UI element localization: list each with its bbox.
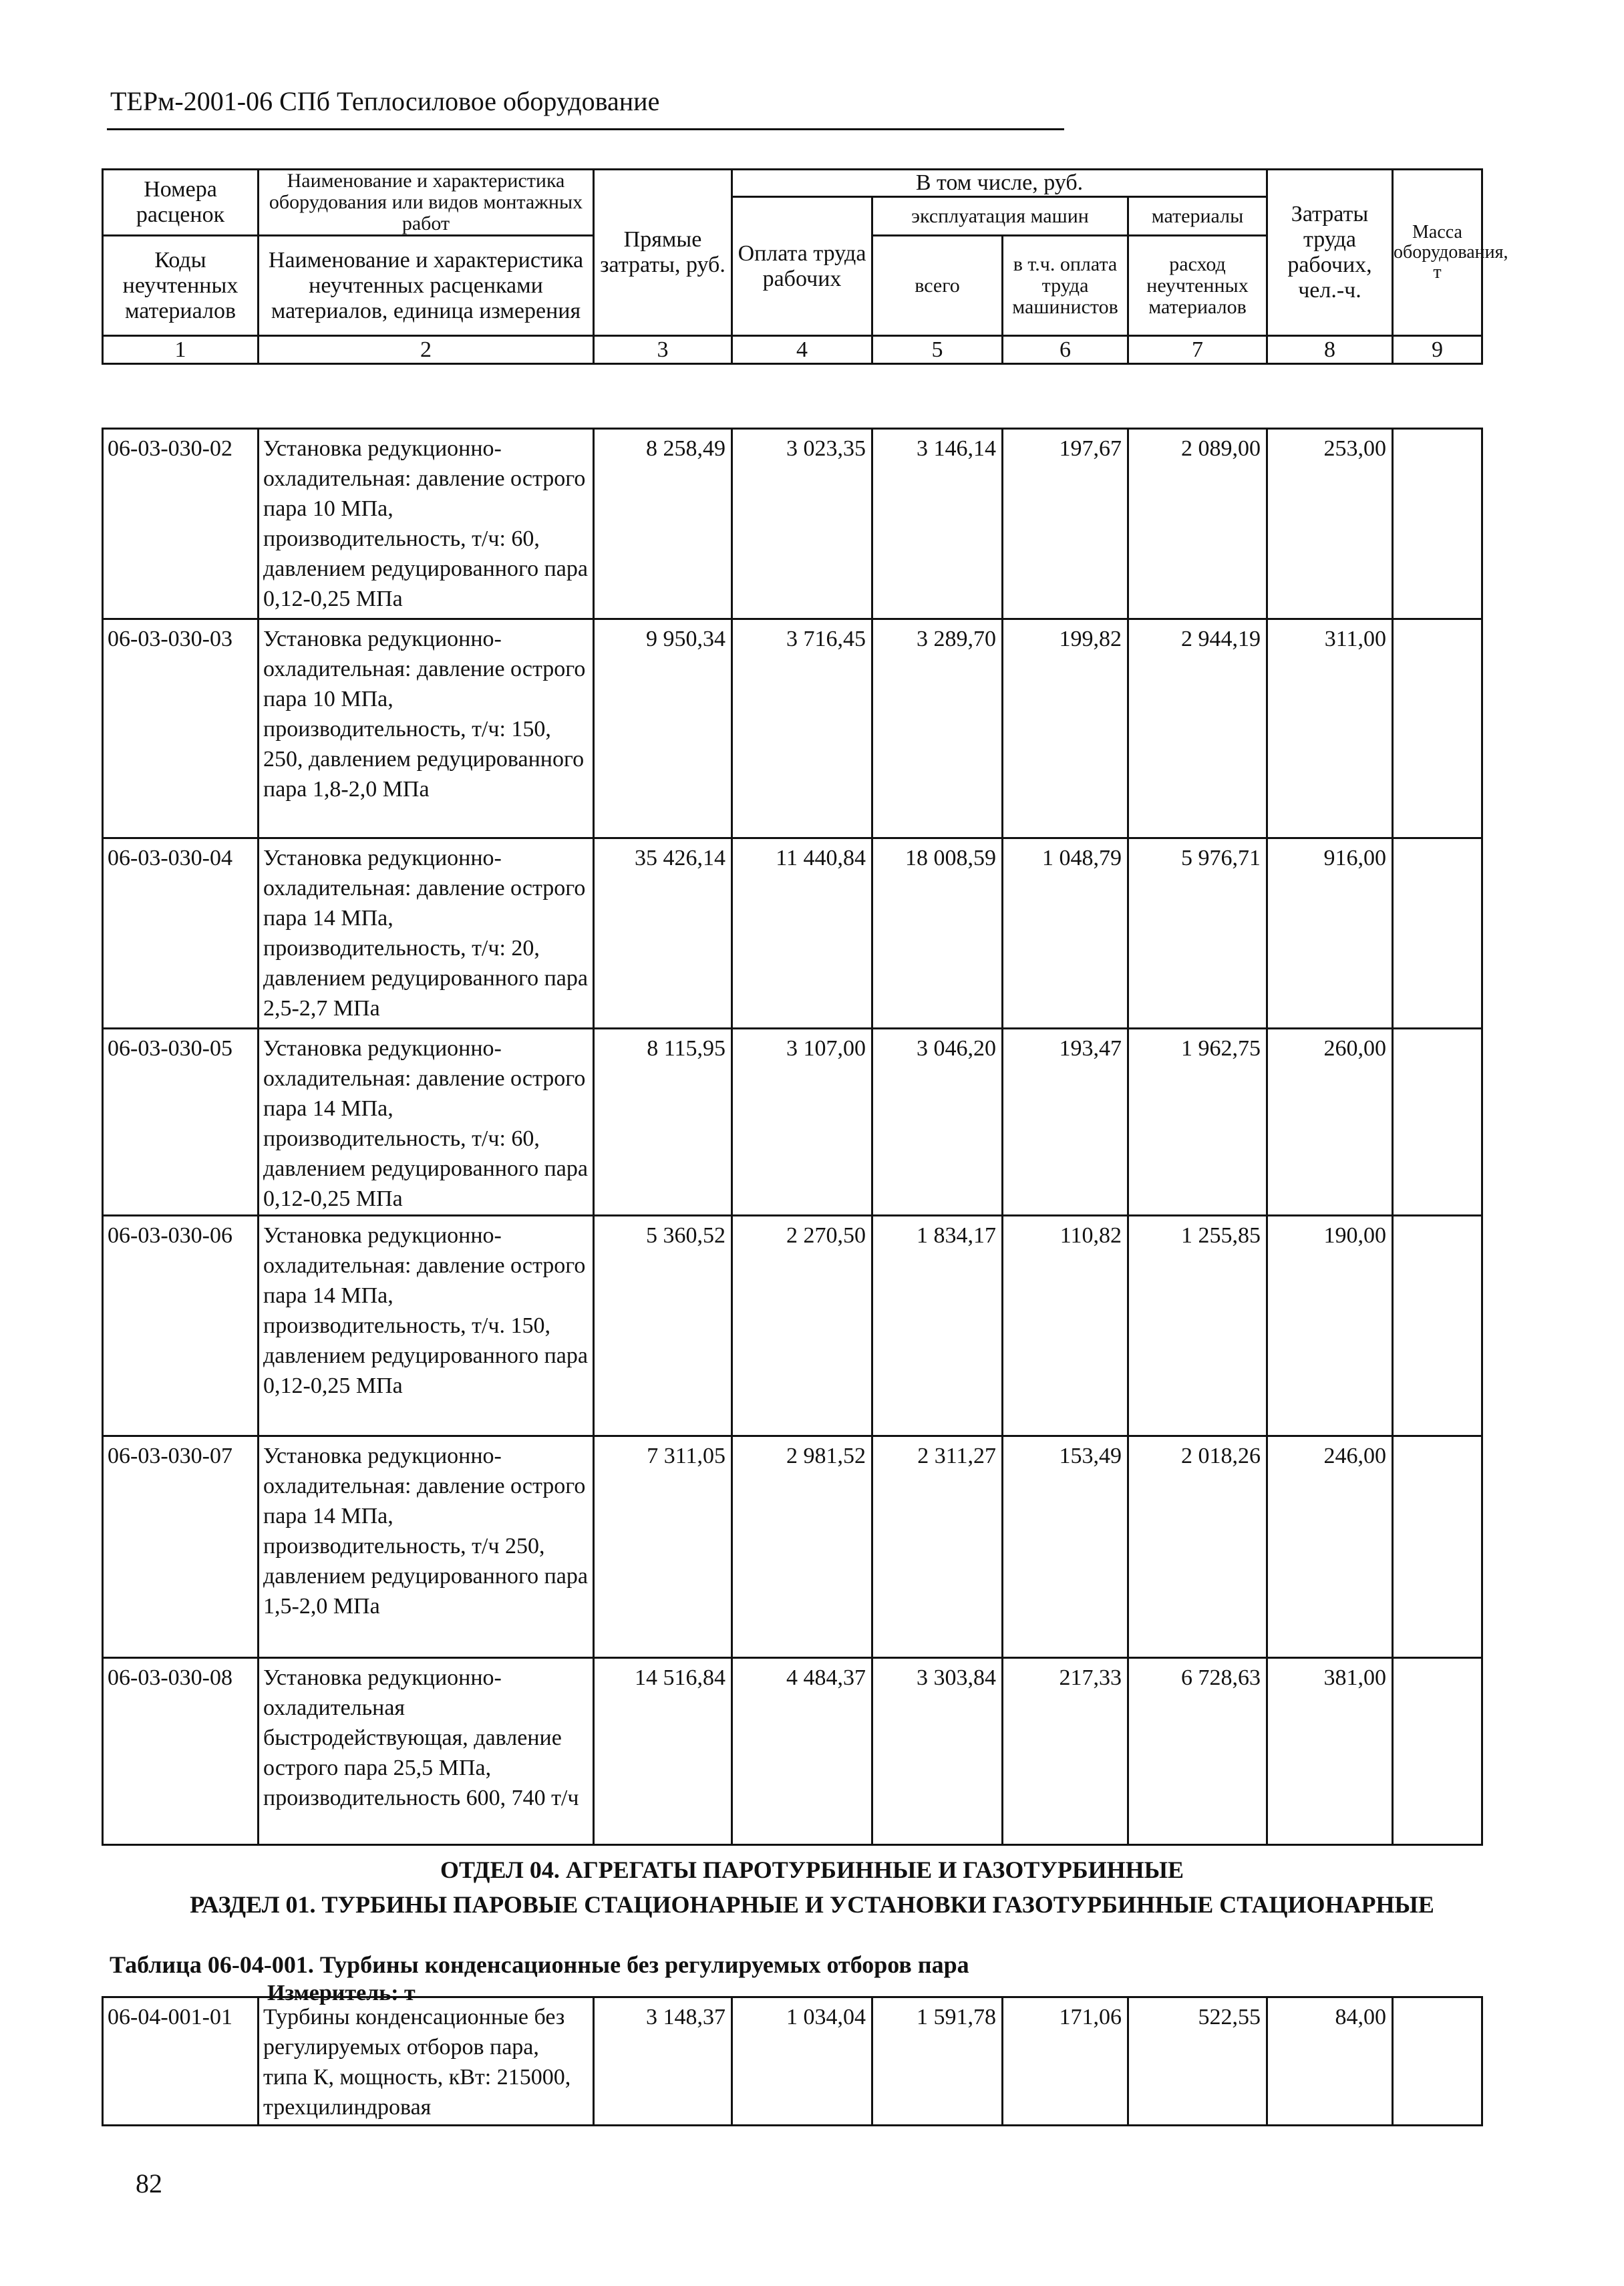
machines-total: 3 289,70 xyxy=(872,619,1003,838)
table-row xyxy=(103,429,1482,619)
worker-pay: 1 034,04 xyxy=(732,1997,872,2126)
machinists-pay: 110,82 xyxy=(1003,1216,1128,1436)
rates-table xyxy=(102,428,1483,1846)
worker-pay: 11 440,84 xyxy=(732,838,872,1029)
machinists-pay: 171,06 xyxy=(1003,1997,1128,2126)
header-unaccounted-materials: Наименование и характеристика неучтенных расценками материалов, единица измерения xyxy=(259,236,594,336)
table-row xyxy=(103,1436,1482,1658)
header-col-number: 6 xyxy=(1003,336,1128,364)
worker-pay: 3 716,45 xyxy=(732,619,872,838)
header-col-number: 4 xyxy=(732,336,872,364)
worker-pay: 3 107,00 xyxy=(732,1029,872,1216)
header-col-number: 9 xyxy=(1393,336,1482,364)
rate-description: Установка редукционно-охладительная: давление острого пара 14 МПа, производительность, т/ч: 20, давлением редуцированного пара 2,5-2,7 МПа xyxy=(259,838,594,1029)
direct-costs: 14 516,84 xyxy=(594,1658,732,1845)
section-title: РАЗДЕЛ 01. ТУРБИНЫ ПАРОВЫЕ СТАЦИОНАРНЫЕ И УСТАНОВКИ ГАЗОТУРБИННЫЕ СТАЦИОНАРНЫЕ xyxy=(190,1891,1434,1918)
header-machines-total: всего xyxy=(872,236,1003,336)
labor-hours: 381,00 xyxy=(1267,1658,1393,1845)
header-including: В том числе, руб. xyxy=(732,170,1267,197)
worker-pay: 2 270,50 xyxy=(732,1216,872,1436)
section2-table xyxy=(102,1996,1483,2126)
materials-cost: 6 728,63 xyxy=(1128,1658,1267,1845)
equipment-mass xyxy=(1393,429,1482,619)
header-rate-numbers: Номера расценок xyxy=(103,170,259,236)
header-equipment-mass: Масса оборудования, т xyxy=(1393,170,1482,336)
labor-hours: 253,00 xyxy=(1267,429,1393,619)
rate-description: Установка редукционно-охладительная быстродействующая, давление острого пара 25,5 МПа, производительность 600, 740 т/ч xyxy=(259,1658,594,1845)
header-machine-operation: эксплуатация машин xyxy=(872,197,1128,236)
rate-description: Установка редукционно-охладительная: давление острого пара 14 МПа, производительность, т/ч 250, давлением редуцированного пара 1,5-2,0 МПа xyxy=(259,1436,594,1658)
rate-code: 06-03-030-06 xyxy=(103,1216,259,1436)
header-rule xyxy=(107,128,1064,130)
header-work-name: Наименование и характеристика оборудования или видов монтажных работ xyxy=(259,170,594,236)
table-row xyxy=(103,1997,1482,2126)
equipment-mass xyxy=(1393,1436,1482,1658)
rate-code: 06-03-030-03 xyxy=(103,619,259,838)
materials-cost: 2 944,19 xyxy=(1128,619,1267,838)
materials-cost: 1 962,75 xyxy=(1128,1029,1267,1216)
materials-cost: 2 089,00 xyxy=(1128,429,1267,619)
rate-code: 06-03-030-04 xyxy=(103,838,259,1029)
machines-total: 3 303,84 xyxy=(872,1658,1003,1845)
labor-hours: 260,00 xyxy=(1267,1029,1393,1216)
direct-costs: 3 148,37 xyxy=(594,1997,732,2126)
table-row xyxy=(103,1216,1482,1436)
rate-code: 06-03-030-05 xyxy=(103,1029,259,1216)
equipment-mass xyxy=(1393,619,1482,838)
rate-description: Установка редукционно-охладительная: давление острого пара 14 МПа, производительность, т/ч. 150, давлением редуцированного пара 0,12-0,25 МПа xyxy=(259,1216,594,1436)
direct-costs: 5 360,52 xyxy=(594,1216,732,1436)
labor-hours: 916,00 xyxy=(1267,838,1393,1029)
labor-hours: 190,00 xyxy=(1267,1216,1393,1436)
header-worker-pay: Оплата труда рабочих xyxy=(732,197,872,336)
direct-costs: 8 258,49 xyxy=(594,429,732,619)
header-unaccounted-consumption: расход неучтенных материалов xyxy=(1128,236,1267,336)
header-machinists-pay: в т.ч. оплата труда машинистов xyxy=(1003,236,1128,336)
header-col-number: 5 xyxy=(872,336,1003,364)
machines-total: 3 146,14 xyxy=(872,429,1003,619)
header-direct-costs: Прямые затраты, руб. xyxy=(594,170,732,336)
table-header xyxy=(102,168,1508,365)
materials-cost: 5 976,71 xyxy=(1128,838,1267,1029)
header-col-number: 8 xyxy=(1267,336,1393,364)
table-row xyxy=(103,838,1482,1029)
page-header-title: ТЕРм-2001-06 СПб Теплосиловое оборудование xyxy=(110,86,660,116)
machinists-pay: 1 048,79 xyxy=(1003,838,1128,1029)
materials-cost: 2 018,26 xyxy=(1128,1436,1267,1658)
direct-costs: 8 115,95 xyxy=(594,1029,732,1216)
rate-code: 06-03-030-07 xyxy=(103,1436,259,1658)
labor-hours: 311,00 xyxy=(1267,619,1393,838)
rate-code: 06-04-001-01 xyxy=(103,1997,259,2126)
header-col-number: 3 xyxy=(594,336,732,364)
table-row xyxy=(103,619,1482,838)
table-row xyxy=(103,1658,1482,1845)
equipment-mass xyxy=(1393,838,1482,1029)
machinists-pay: 199,82 xyxy=(1003,619,1128,838)
unit-of-measure: Измеритель: т xyxy=(267,1981,416,2005)
rate-code: 06-03-030-02 xyxy=(103,429,259,619)
equipment-mass xyxy=(1393,1997,1482,2126)
labor-hours: 84,00 xyxy=(1267,1997,1393,2126)
materials-cost: 1 255,85 xyxy=(1128,1216,1267,1436)
direct-costs: 7 311,05 xyxy=(594,1436,732,1658)
machines-total: 2 311,27 xyxy=(872,1436,1003,1658)
rate-description: Установка редукционно-охладительная: давление острого пара 10 МПа, производительность, т/ч: 150, 250, давлением редуцированного пара 1,8-2,0 МПа xyxy=(259,619,594,838)
machinists-pay: 193,47 xyxy=(1003,1029,1128,1216)
header-col-number: 1 xyxy=(103,336,259,364)
rate-description: Установка редукционно-охладительная: давление острого пара 10 МПа, производительность, т/ч: 60, давлением редуцированного пара 0,12-0,25 МПа xyxy=(259,429,594,619)
machinists-pay: 217,33 xyxy=(1003,1658,1128,1845)
table-title: Таблица 06-04-001. Турбины конденсационные без регулируемых отборов пара xyxy=(110,1951,969,1978)
worker-pay: 2 981,52 xyxy=(732,1436,872,1658)
machinists-pay: 153,49 xyxy=(1003,1436,1128,1658)
direct-costs: 35 426,14 xyxy=(594,838,732,1029)
machines-total: 3 046,20 xyxy=(872,1029,1003,1216)
table-row xyxy=(103,1029,1482,1216)
equipment-mass xyxy=(1393,1658,1482,1845)
labor-hours: 246,00 xyxy=(1267,1436,1393,1658)
direct-costs: 9 950,34 xyxy=(594,619,732,838)
rate-code: 06-03-030-08 xyxy=(103,1658,259,1845)
machines-total: 18 008,59 xyxy=(872,838,1003,1029)
department-title: ОТДЕЛ 04. АГРЕГАТЫ ПАРОТУРБИННЫЕ И ГАЗОТУРБИННЫЕ xyxy=(440,1856,1184,1883)
worker-pay: 3 023,35 xyxy=(732,429,872,619)
header-col-number: 7 xyxy=(1128,336,1267,364)
header-materials: материалы xyxy=(1128,197,1267,236)
page-number: 82 xyxy=(136,2168,162,2198)
machines-total: 1 591,78 xyxy=(872,1997,1003,2126)
worker-pay: 4 484,37 xyxy=(732,1658,872,1845)
equipment-mass xyxy=(1393,1029,1482,1216)
machines-total: 1 834,17 xyxy=(872,1216,1003,1436)
machinists-pay: 197,67 xyxy=(1003,429,1128,619)
equipment-mass xyxy=(1393,1216,1482,1436)
materials-cost: 522,55 xyxy=(1128,1997,1267,2126)
rate-description: Турбины конденсационные без регулируемых отборов пара, типа К, мощность, кВт: 215000, трехцилиндровая xyxy=(259,1997,594,2126)
header-unaccounted-codes: Коды неучтенных материалов xyxy=(103,236,259,336)
header-labor-costs: Затраты труда рабочих, чел.-ч. xyxy=(1267,170,1393,336)
rate-description: Установка редукционно-охладительная: давление острого пара 14 МПа, производительность, т/ч: 60, давлением редуцированного пара 0,12-0,25 МПа xyxy=(259,1029,594,1216)
header-col-number: 2 xyxy=(259,336,594,364)
